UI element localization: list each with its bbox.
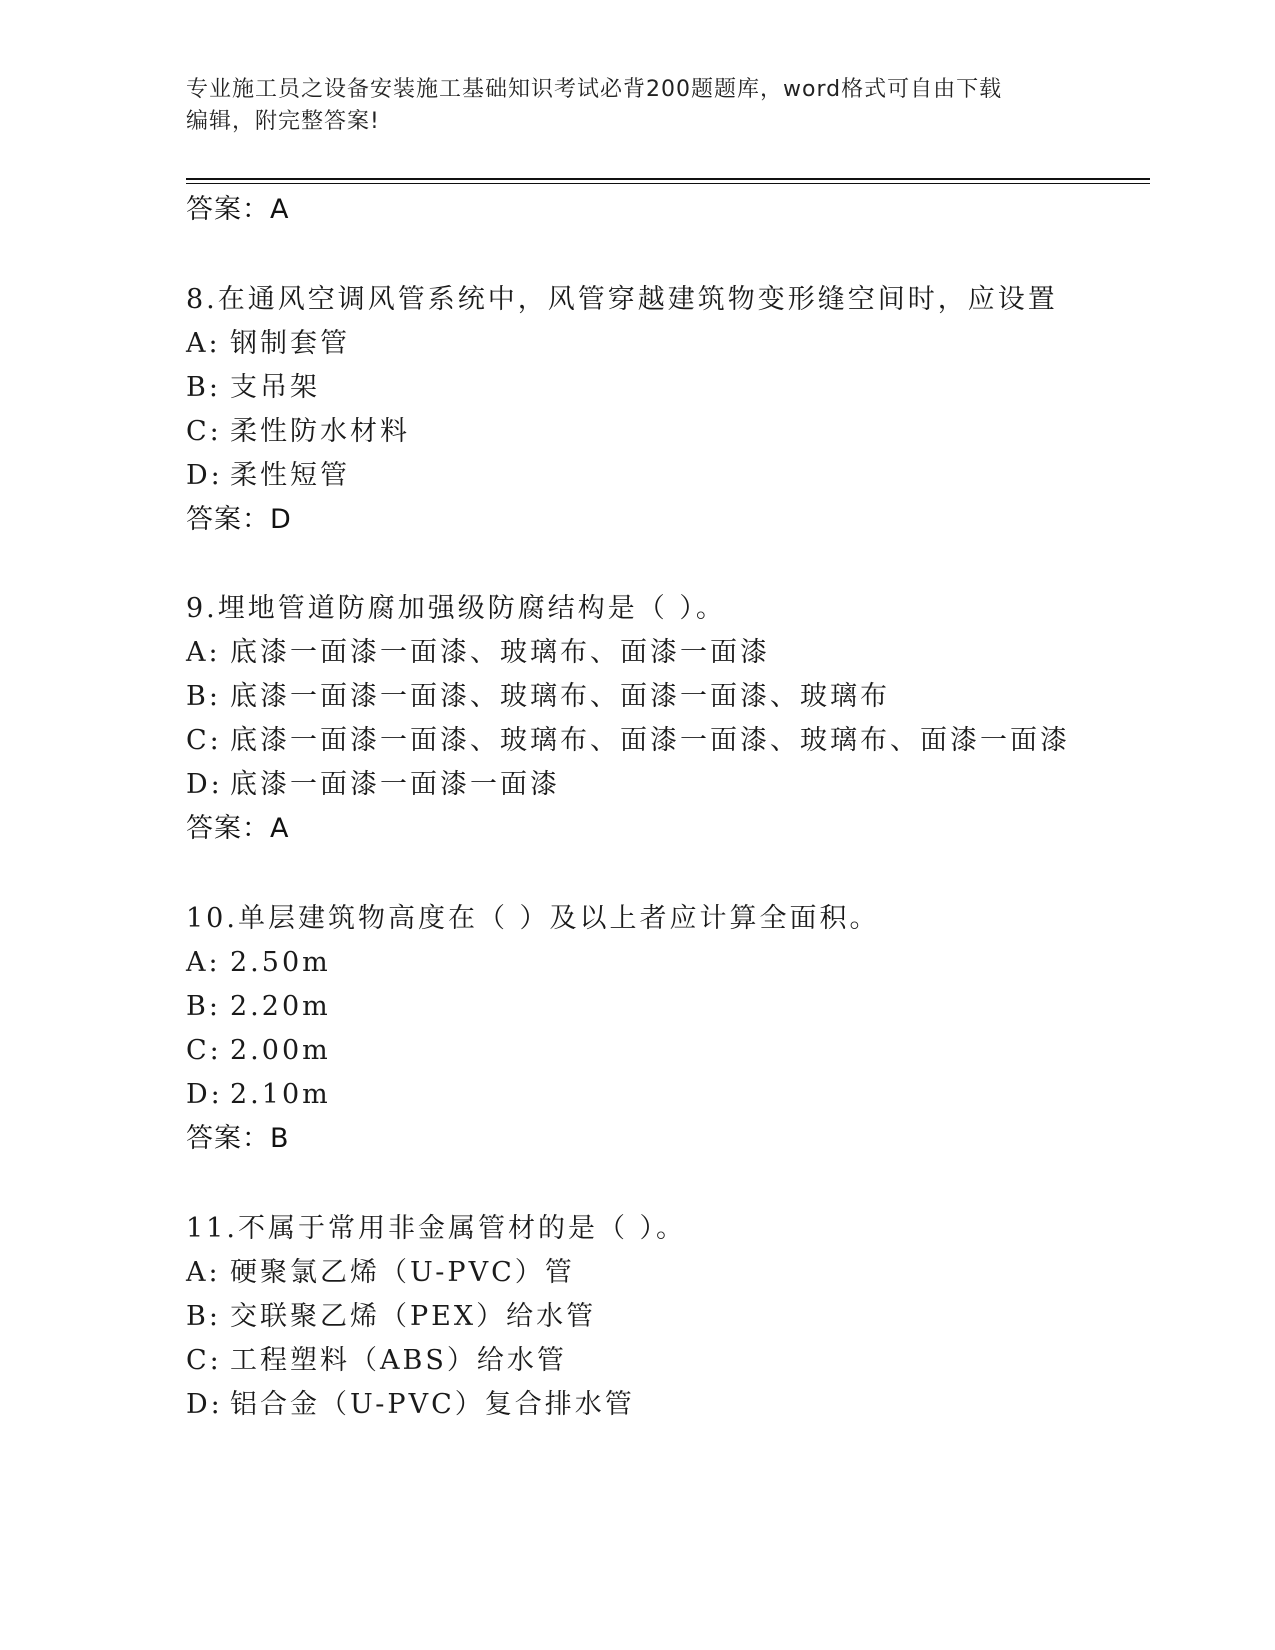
option-text: 2.00m xyxy=(230,1035,331,1066)
option-label: B: xyxy=(186,1301,221,1332)
option-text: 底漆一面漆一面漆、玻璃布、面漆一面漆、玻璃布 xyxy=(230,681,890,712)
question-9-answer: 答案：A xyxy=(186,813,290,844)
option-text: 柔性防水材料 xyxy=(230,416,410,447)
option-text: 交联聚乙烯（PEX）给水管 xyxy=(230,1301,597,1332)
option-text: 2.10m xyxy=(230,1079,331,1110)
option-label: D: xyxy=(186,769,223,800)
option-label: C: xyxy=(186,1345,222,1376)
option-label: A: xyxy=(186,637,221,668)
question-8-stem: 8.在通风空调风管系统中，风管穿越建筑物变形缝空间时，应设置 xyxy=(186,284,1058,315)
question-9-option-d xyxy=(186,768,560,802)
option-label: C: xyxy=(186,416,222,447)
question-9-option-b xyxy=(186,680,890,714)
question-10-option-d xyxy=(186,1078,331,1112)
option-label: D: xyxy=(186,1389,223,1420)
option-label: B: xyxy=(186,991,221,1022)
question-9-stem: 9.埋地管道防腐加强级防腐结构是（ ）。 xyxy=(186,593,726,624)
option-text: 柔性短管 xyxy=(230,460,350,491)
header-rule-thin xyxy=(186,183,1150,184)
option-label: C: xyxy=(186,725,222,756)
option-text: 2.20m xyxy=(230,991,331,1022)
option-text: 底漆一面漆一面漆一面漆 xyxy=(230,769,560,800)
question-8-option-b xyxy=(186,371,320,405)
question-8-option-d xyxy=(186,459,350,493)
question-9-option-a xyxy=(186,636,770,670)
question-8-answer: 答案：D xyxy=(186,504,292,535)
option-text: 支吊架 xyxy=(230,372,320,403)
option-text: 铝合金（U-PVC）复合排水管 xyxy=(230,1389,635,1420)
option-text: 底漆一面漆一面漆、玻璃布、面漆一面漆 xyxy=(230,637,770,668)
header-title-line-1: 专业施工员之设备安装施工基础知识考试必背200题题库，word格式可自由下载 xyxy=(186,77,1003,102)
option-text: 硬聚氯乙烯（U-PVC）管 xyxy=(230,1257,575,1288)
header-title-line-2: 编辑，附完整答案! xyxy=(186,109,380,134)
option-label: A: xyxy=(186,328,221,359)
question-8-option-c xyxy=(186,415,410,449)
document-header xyxy=(186,74,1086,138)
option-text: 2.50m xyxy=(230,947,331,978)
option-label: C: xyxy=(186,1035,222,1066)
question-11-option-b xyxy=(186,1300,596,1334)
option-label: D: xyxy=(186,1079,223,1110)
question-11-option-a xyxy=(186,1256,575,1290)
option-text: 工程塑料（ABS）给水管 xyxy=(230,1345,567,1376)
question-10-option-b xyxy=(186,990,331,1024)
option-label: A: xyxy=(186,947,221,978)
question-11-option-c xyxy=(186,1344,567,1378)
option-label: B: xyxy=(186,681,221,712)
question-11-stem: 11.不属于常用非金属管材的是（ ）。 xyxy=(186,1213,687,1244)
question-9-option-c xyxy=(186,724,1070,758)
question-10-answer: 答案：B xyxy=(186,1123,290,1154)
header-rule-thick xyxy=(186,178,1150,180)
option-text: 底漆一面漆一面漆、玻璃布、面漆一面漆、玻璃布、面漆一面漆 xyxy=(230,725,1070,756)
option-label: D: xyxy=(186,460,223,491)
question-11-option-d xyxy=(186,1388,635,1422)
option-label: A: xyxy=(186,1257,221,1288)
question-8-option-a xyxy=(186,327,350,361)
option-text: 钢制套管 xyxy=(230,328,350,359)
question-10-option-c xyxy=(186,1034,331,1068)
question-10-stem: 10.单层建筑物高度在（ ）及以上者应计算全面积。 xyxy=(186,903,880,934)
question-10-option-a xyxy=(186,946,331,980)
answer-previous-question: 答案：A xyxy=(186,194,290,225)
option-label: B: xyxy=(186,372,221,403)
